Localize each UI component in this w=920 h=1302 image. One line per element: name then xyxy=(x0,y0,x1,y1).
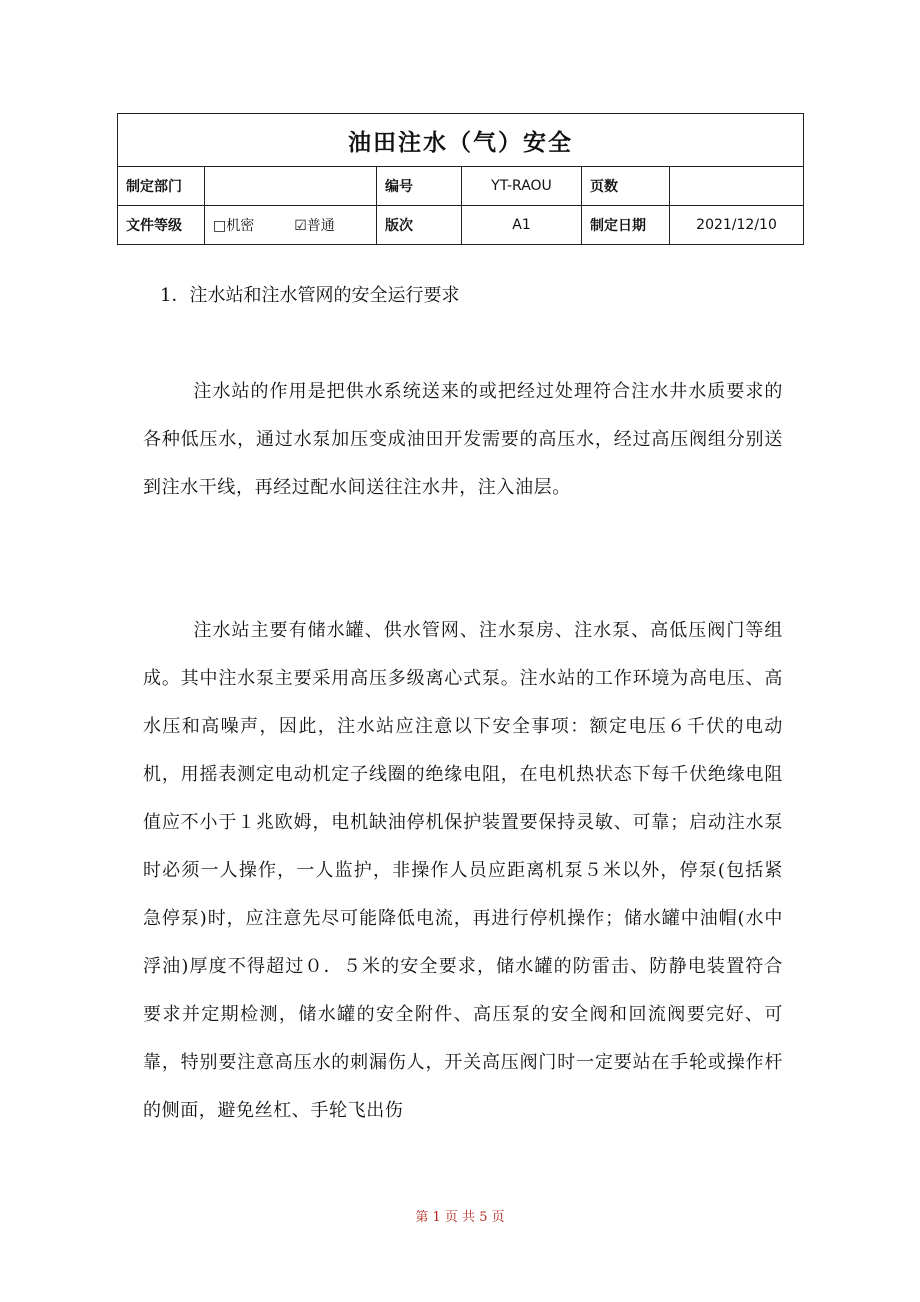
level-label: 文件等级 xyxy=(118,206,205,245)
version-label: 版次 xyxy=(377,206,462,245)
date-label: 制定日期 xyxy=(582,206,670,245)
date-value: 2021/12/10 xyxy=(670,206,804,245)
section-heading: 1．注水站和注水管网的安全运行要求 xyxy=(160,285,460,306)
paragraph-1: 注水站的作用是把供水系统送来的或把经过处理符合注水井水质要求的各种低压水，通过水泵加压变成油田开发需要的高压水，经过高压阀组分别送到注水干线，再经过配水间送往注水井，注入油层。 xyxy=(143,381,783,498)
dept-value xyxy=(205,167,377,206)
pages-value xyxy=(670,167,804,206)
pages-label: 页数 xyxy=(582,167,670,206)
dept-label: 制定部门 xyxy=(118,167,205,206)
document-title: 油田注水（气）安全 xyxy=(118,114,804,167)
level-options xyxy=(205,206,377,245)
code-value: YT-RAOU xyxy=(462,167,582,206)
document-header-table xyxy=(117,113,804,245)
level-normal-checkbox: ☑普通 xyxy=(294,218,335,234)
level-secret-checkbox: □机密 xyxy=(213,218,255,234)
code-label: 编号 xyxy=(377,167,462,206)
paragraph-2: 注水站主要有储水罐、供水管网、注水泵房、注水泵、高低压阀门等组成。其中注水泵主要采用高压多级离心式泵。注水站的工作环境为高电压、高水压和高噪声，因此，注水站应注意以下安全事项：额定电压６千伏的电动机，用摇表测定电动机定子线圈的绝缘电阻，在电机热状态下每千伏绝缘电阻值应不小于１兆欧姆，电机缺油停机保护装置要保持灵敏、可靠；启动注水泵时必须一人操作，一人监护，非操作人员应距离机泵５米以外，停泵(包括紧急停泵)时，应注意先尽可能降低电流，再进行停机操作；储水罐中油帽(水中浮油)厚度不得超过０．５米的安全要求，储水罐的防雷击、防静电装置符合要求并定期检测，储水罐的安全附件、高压泵的安全阀和回流阀要完好、可靠，特别要注意高压水的刺漏伤人，开关高压阀门时一定要站在手轮或操作杆的侧面，避免丝杠、手轮飞出伤 xyxy=(143,620,783,1121)
page-footer: 第 1 页 共 5 页 xyxy=(415,1210,505,1225)
version-value: A1 xyxy=(462,206,582,245)
